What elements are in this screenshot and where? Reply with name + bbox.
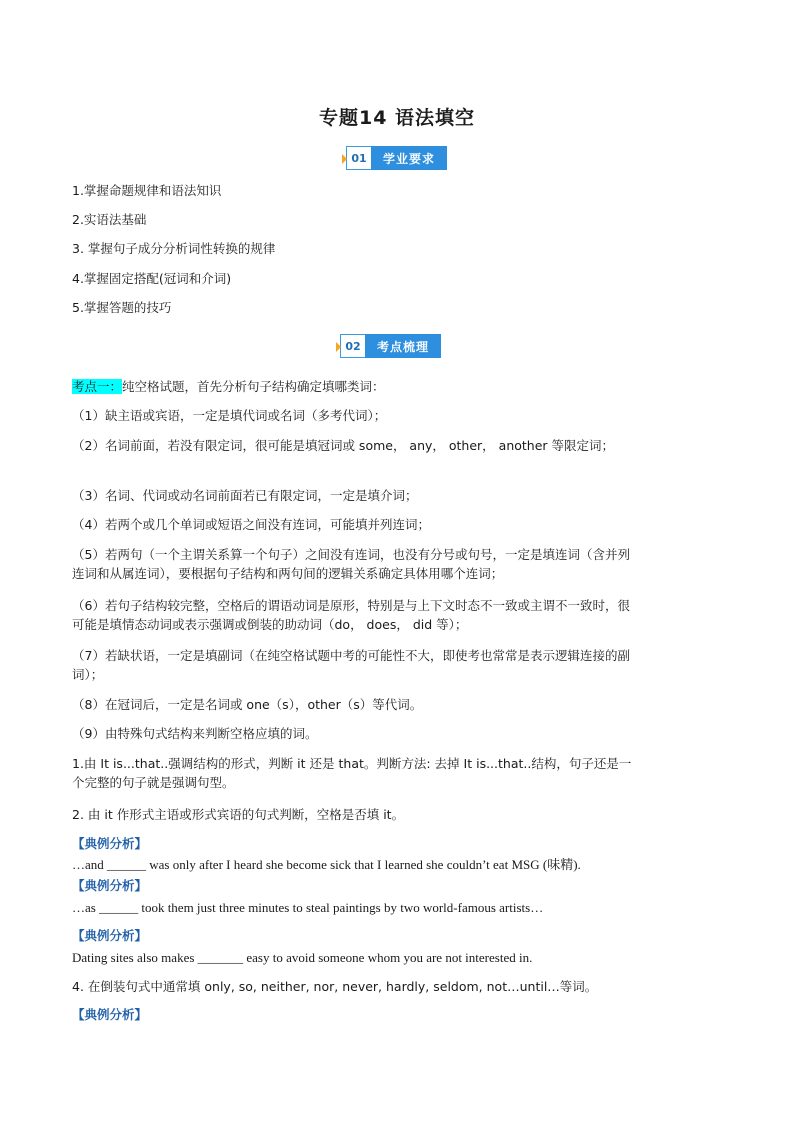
list-item: （2）名词前面，若没有限定词，很可能是填冠词或 some， any， other， another 等限定词； — [72, 438, 615, 453]
rule-it-is-that: 1.由 It is...that..强调结构的形式，判断 it 还是 that。判断方法: 去掉 It is...that..结构，句子还是一个完整的句子就是强调句型。 — [72, 756, 632, 790]
list-item: （6）若句子结构较完整，空格后的谓语动词是原形，特别是与上下文时态不一致或主谓不一致时，很可能是填情态动词或表示强调或倒装的助动词（do， does， did 等）； — [72, 598, 630, 632]
page-title: 专题14 语法填空 — [318, 107, 476, 129]
example-heading: 【典例分析】 — [72, 878, 148, 893]
list-item: （4）若两个或几个单词或短语之间没有连词，可能填并列连词； — [72, 517, 430, 532]
list-item: （8）在冠词后，一定是名词或 one（s），other（s）等代词。 — [72, 697, 423, 712]
list-item: （1）缺主语或宾语，一定是填代词或名词（多考代词）； — [72, 408, 387, 423]
requirement-item: 1.掌握命题规律和语法知识 — [72, 183, 222, 198]
section-badge-requirements — [346, 146, 447, 170]
example-sentence: …as ______ took them just three minutes to steal paintings by two world-famous artists… — [72, 900, 544, 915]
example-heading: 【典例分析】 — [72, 928, 148, 943]
section-number: 01 — [346, 146, 371, 170]
example-sentence: …and ______ was only after I heard she become sick that I learned she couldn’t eat MSG (味精). — [72, 857, 581, 872]
section-label: 学业要求 — [371, 146, 447, 170]
rule-inversion: 4. 在倒装句式中通常填 only, so, neither, nor, never, hardly, seldom, not…until…等词。 — [72, 979, 598, 994]
example-heading: 【典例分析】 — [72, 836, 148, 851]
list-item: （3）名词、代词或动名词前面若已有限定词，一定是填介词； — [72, 488, 418, 503]
list-item: （7）若缺状语，一定是填副词（在纯空格试题中考的可能性不大，即使考也常常是表示逻辑连接的副词）； — [72, 648, 630, 682]
requirement-item: 4.掌握固定搭配(冠词和介词) — [72, 271, 232, 286]
point-highlight: 考点一： — [72, 379, 123, 394]
rule-formal-it: 2. 由 it 作形式主语或形式宾语的句式判断，空格是否填 it。 — [72, 807, 405, 822]
example-sentence: Dating sites also makes _______ easy to avoid someone whom you are not interested in. — [72, 950, 533, 965]
section-badge-points — [340, 334, 441, 358]
requirement-item: 5.掌握答题的技巧 — [72, 300, 172, 315]
section-label: 考点梳理 — [365, 334, 441, 358]
example-heading: 【典例分析】 — [72, 1007, 148, 1022]
list-item: （9）由特殊句式结构来判断空格应填的词。 — [72, 726, 318, 741]
section-number: 02 — [340, 334, 365, 358]
requirement-item: 3. 掌握句子成分分析词性转换的规律 — [72, 241, 276, 256]
list-item: （5）若两句（一个主谓关系算一个句子）之间没有连词，也没有分号或句号，一定是填连词（含并列连词和从属连词），要根据句子结构和两句间的逻辑关系确定具体用哪个连词； — [72, 547, 630, 581]
requirement-item: 2.实语法基础 — [72, 212, 147, 227]
point-heading — [72, 377, 632, 396]
point-text: 纯空格试题，首先分析句子结构确定填哪类词： — [122, 379, 385, 394]
